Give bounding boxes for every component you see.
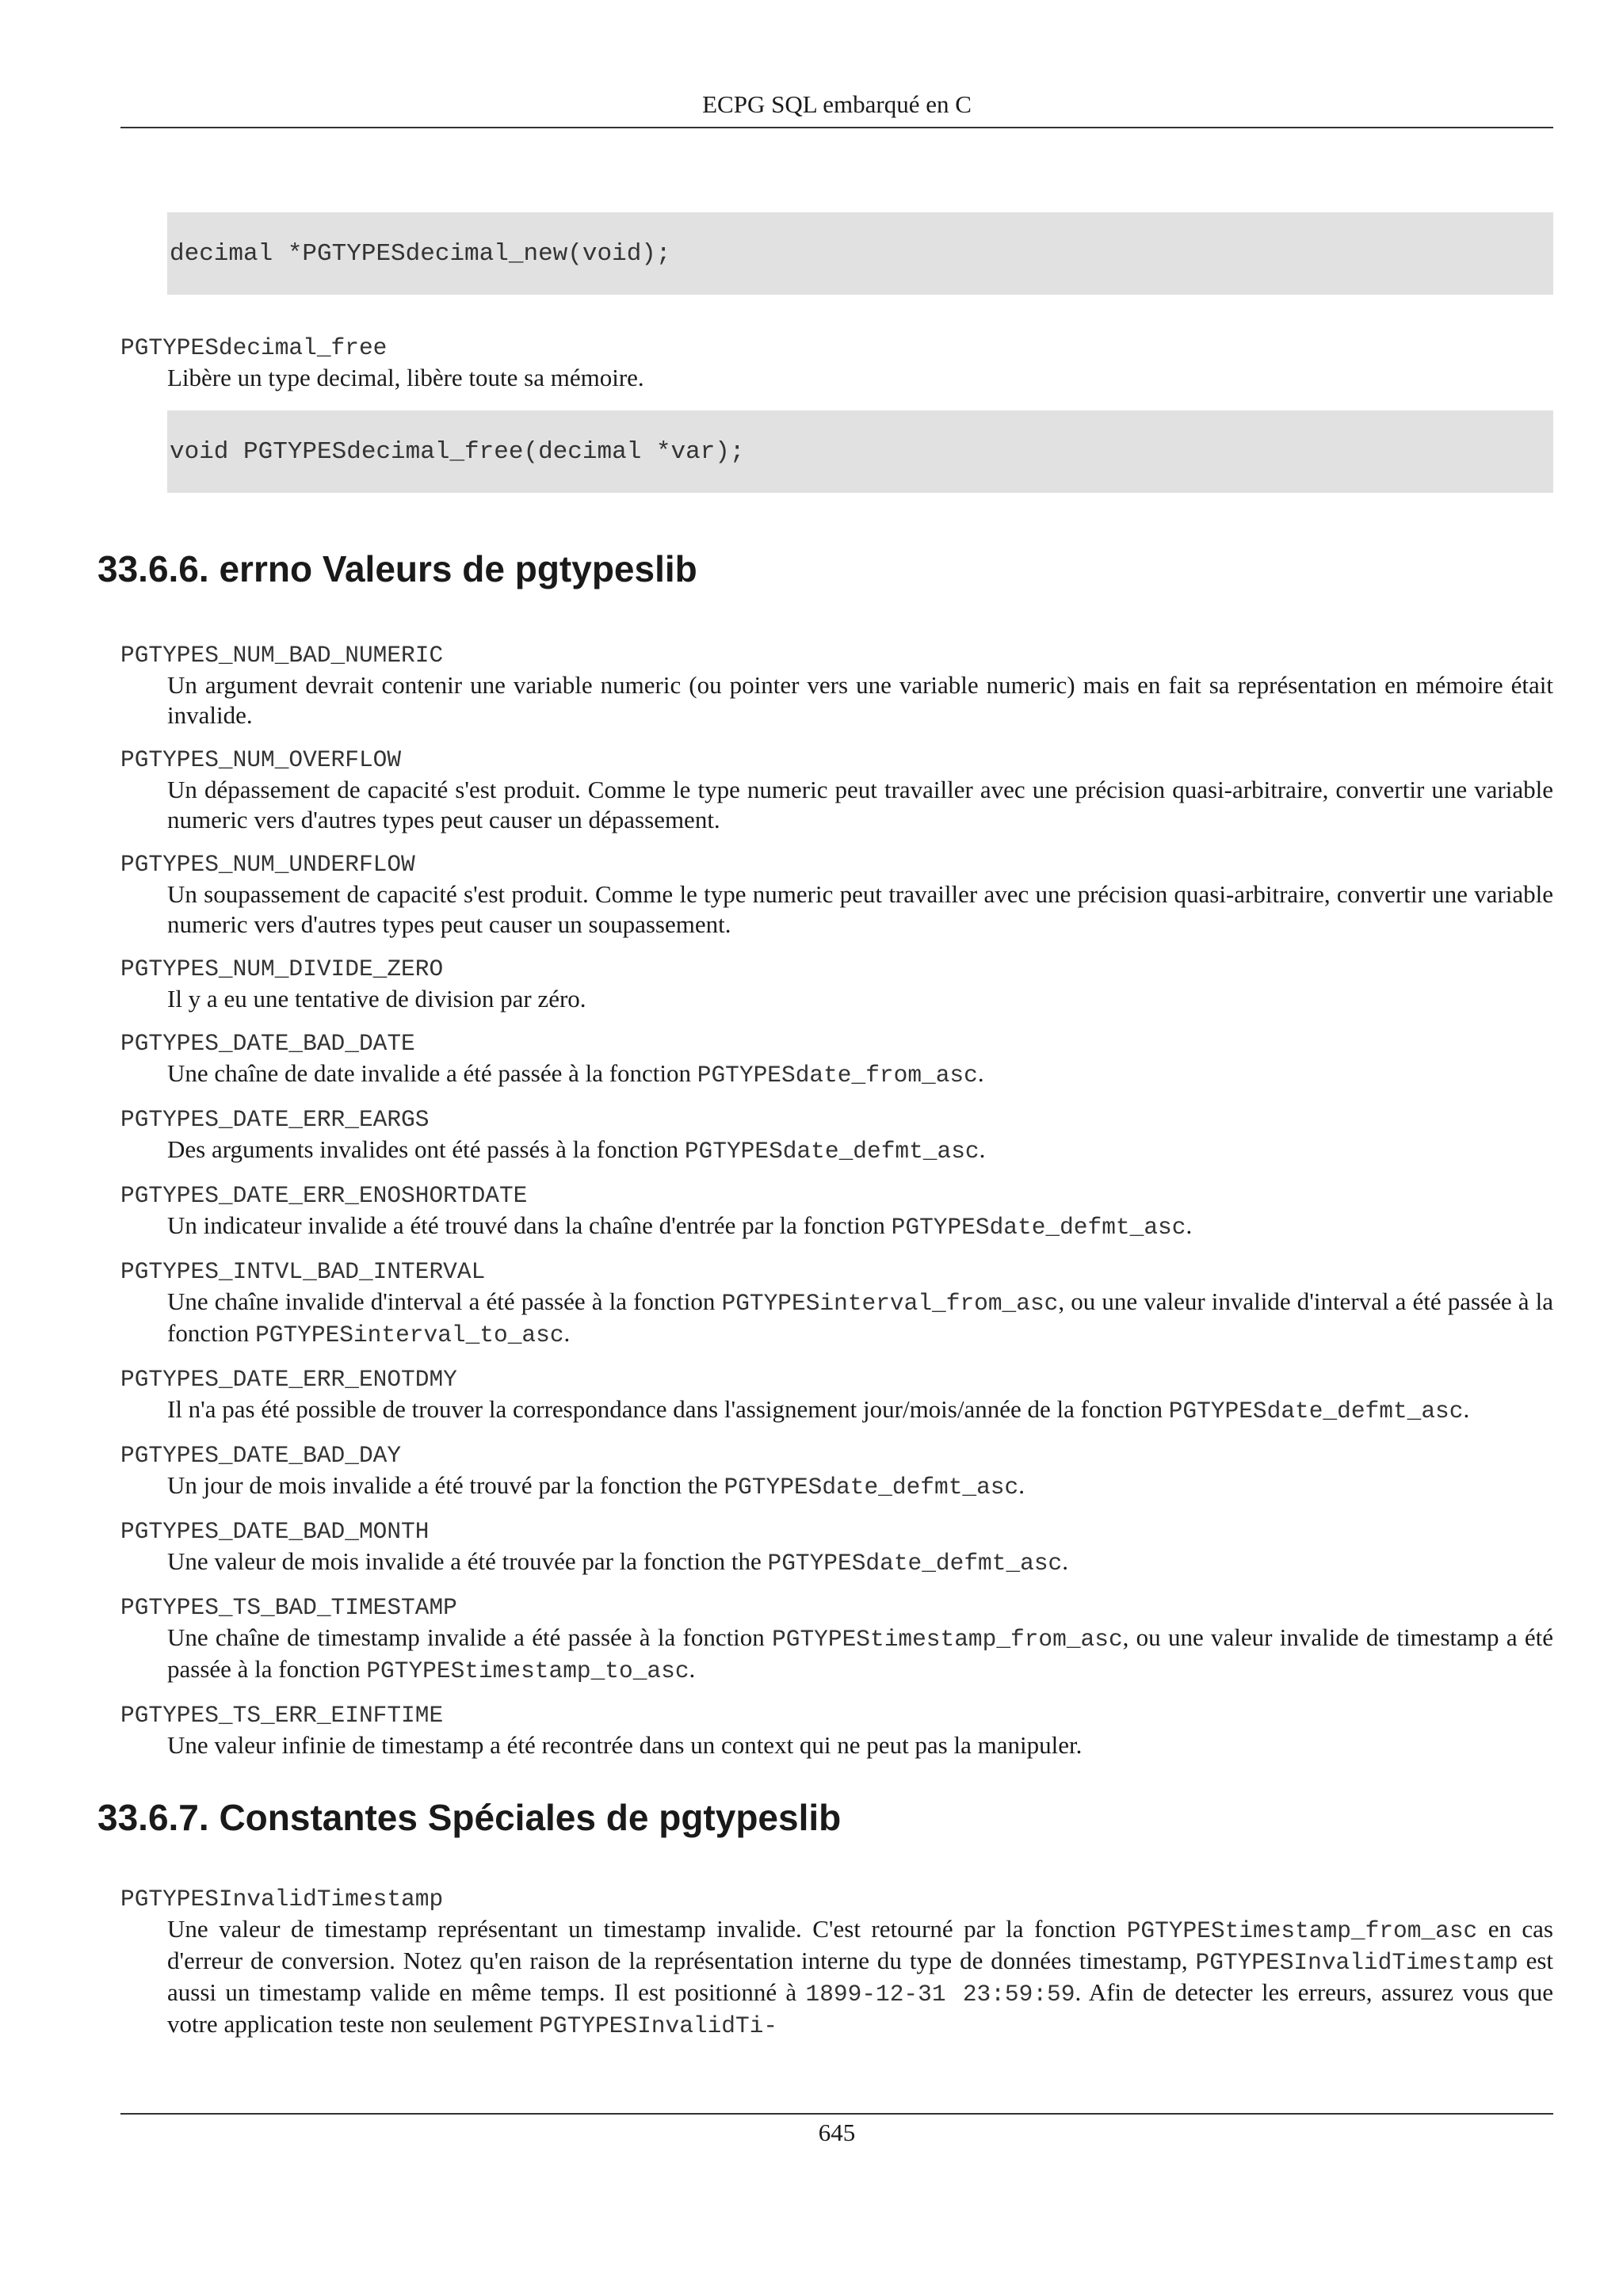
definition (167, 1287, 1553, 1350)
term: PGTYPES_NUM_BAD_NUMERIC (120, 642, 444, 669)
definition-text: Une chaîne de date invalide a été passée à la fonction (167, 1059, 697, 1087)
code-block-decimal-new: decimal *PGTYPESdecimal_new(void); (167, 212, 1553, 295)
constants-list (120, 1884, 1553, 2041)
term: PGTYPES_TS_ERR_EINFTIME (120, 1702, 444, 1729)
list-item (120, 1364, 1553, 1426)
function-name: PGTYPESdate_defmt_asc (1168, 1398, 1464, 1425)
term: PGTYPESInvalidTimestamp (120, 1886, 444, 1913)
function-name: PGTYPEStimestamp_from_asc (772, 1626, 1123, 1653)
function-name: PGTYPESdate_from_asc (697, 1062, 978, 1089)
definition-text: Une chaîne de timestamp invalide a été passée à la fonction (167, 1623, 773, 1651)
term: PGTYPES_DATE_ERR_ENOSHORTDATE (120, 1182, 528, 1209)
header-rule (120, 127, 1553, 128)
list-item (120, 745, 1553, 835)
code-block-decimal-free: void PGTYPESdecimal_free(decimal *var); (167, 410, 1553, 493)
page-number: 645 (818, 2119, 856, 2146)
definition: Il y a eu une tentative de division par zéro. (167, 985, 586, 1013)
list-item (120, 1884, 1553, 2041)
definition-text: est aussi un timestamp valide en même temps. Il est positionné à (167, 1947, 1553, 2006)
function-name: PGTYPESdate_defmt_asc (891, 1214, 1186, 1241)
section-heading-constants: 33.6.7. Constantes Spéciales de pgtypeslib (97, 1797, 842, 1838)
entry-decimal-free (120, 333, 1553, 393)
page-content (97, 212, 1554, 2055)
definition-text: . (1062, 1547, 1069, 1575)
definition-text: . (979, 1135, 986, 1163)
timestamp-value: 1899-12-31 23:59:59 (805, 1981, 1075, 2008)
definition-text: . (1186, 1211, 1193, 1239)
list-item (120, 954, 1553, 1014)
list-item (120, 1257, 1553, 1350)
list-item (120, 1700, 1553, 1760)
definition (167, 1470, 1553, 1502)
definition (167, 1058, 1553, 1090)
definition-text: en cas d'erreur de conversion. Notez qu'en raison de la représentation interne du type de données timestamp, (167, 1915, 1553, 1974)
definition-text: Une chaîne invalide d'interval a été passée à la fonction (167, 1287, 722, 1315)
constant-name: PGTYPESInvalidTimestamp (1195, 1949, 1518, 1976)
list-item (120, 1592, 1553, 1686)
list-item (120, 1104, 1553, 1166)
term: PGTYPES_NUM_DIVIDE_ZERO (120, 955, 444, 982)
definition-text: . (977, 1059, 984, 1087)
definition: Un argument devrait contenir une variable numeric (ou pointer vers une variable numeric) mais en fait sa représentation en mémoire était invalide. (167, 671, 1553, 729)
definition-text: . (563, 1319, 571, 1347)
term: PGTYPES_DATE_ERR_ENOTDMY (120, 1366, 457, 1393)
running-header: ECPG SQL embarqué en C (702, 90, 972, 118)
list-item (120, 1028, 1553, 1090)
definition (167, 1394, 1553, 1426)
definition (167, 1547, 1553, 1578)
footer-rule (120, 2113, 1553, 2115)
definition-text: . (1018, 1471, 1025, 1499)
definition-text: , ou une valeur invalide de timestamp a été passée à la fonction (167, 1623, 1553, 1683)
definition: Libère un type decimal, libère toute sa mémoire. (167, 364, 644, 391)
definition (167, 1135, 1553, 1166)
definition-text: Un indicateur invalide a été trouvé dans la chaîne d'entrée par la fonction (167, 1211, 892, 1239)
definition: Une valeur infinie de timestamp a été recontrée dans un context qui ne peut pas la manipuler. (167, 1731, 1083, 1759)
function-name: PGTYPESdate_defmt_asc (724, 1474, 1019, 1501)
definition-text: . (1463, 1395, 1470, 1423)
definition-text: Une valeur de mois invalide a été trouvée par la fonction the (167, 1547, 768, 1575)
term: PGTYPES_NUM_UNDERFLOW (120, 851, 415, 878)
function-name: PGTYPEStimestamp_to_asc (366, 1657, 689, 1684)
definition-text: , ou une valeur invalide d'interval a été passée à la fonction (167, 1287, 1553, 1347)
term: PGTYPES_DATE_BAD_MONTH (120, 1518, 430, 1545)
list-item (120, 849, 1553, 940)
term-pgtypesdecimal-free: PGTYPESdecimal_free (120, 334, 388, 361)
constant-name: PGTYPESInvalidTi- (539, 2012, 778, 2039)
section-heading-errno: 33.6.6. errno Valeurs de pgtypeslib (97, 548, 697, 589)
term: PGTYPES_DATE_ERR_EARGS (120, 1106, 430, 1133)
definition-text: Une valeur de timestamp représentant un timestamp invalide. C'est retourné par la fonction (167, 1915, 1127, 1943)
term: PGTYPES_DATE_BAD_DAY (120, 1442, 402, 1469)
definition-text: Des arguments invalides ont été passés à la fonction (167, 1135, 685, 1163)
function-name: PGTYPESinterval_to_asc (255, 1322, 564, 1348)
term: PGTYPES_DATE_BAD_DATE (120, 1030, 415, 1057)
list-item (120, 1516, 1553, 1578)
function-name: PGTYPESdate_defmt_asc (684, 1138, 980, 1165)
definition-text: . (689, 1655, 696, 1683)
definition (167, 1623, 1553, 1686)
definition-text: . Afin de detecter les erreurs, assurez vous que votre application teste non seulement (167, 1978, 1554, 2038)
list-item (120, 640, 1553, 730)
term: PGTYPES_TS_BAD_TIMESTAMP (120, 1594, 457, 1621)
definition (167, 1211, 1553, 1242)
function-name: PGTYPEStimestamp_from_asc (1126, 1917, 1478, 1944)
definition: Un dépassement de capacité s'est produit. Comme le type numeric peut travailler avec une précision quasi-arbitraire, convertir une variable numeric vers d'autres types peut causer un dépassement. (167, 776, 1553, 833)
errno-list (120, 640, 1553, 1760)
function-name: PGTYPESinterval_from_asc (721, 1290, 1059, 1317)
function-name: PGTYPESdate_defmt_asc (767, 1550, 1063, 1577)
definition-text: Un jour de mois invalide a été trouvé par la fonction the (167, 1471, 724, 1499)
definition-text: Il n'a pas été possible de trouver la correspondance dans l'assignement jour/mois/année de la fonction (167, 1395, 1169, 1423)
term: PGTYPES_INTVL_BAD_INTERVAL (120, 1258, 486, 1285)
list-item (120, 1180, 1553, 1242)
list-item (120, 1440, 1553, 1502)
definition: Un soupassement de capacité s'est produit. Comme le type numeric peut travailler avec une précision quasi-arbitraire, convertir une variable numeric vers d'autres types peut causer un soupassement. (167, 880, 1553, 938)
definition (167, 1914, 1553, 2041)
term: PGTYPES_NUM_OVERFLOW (120, 746, 402, 773)
